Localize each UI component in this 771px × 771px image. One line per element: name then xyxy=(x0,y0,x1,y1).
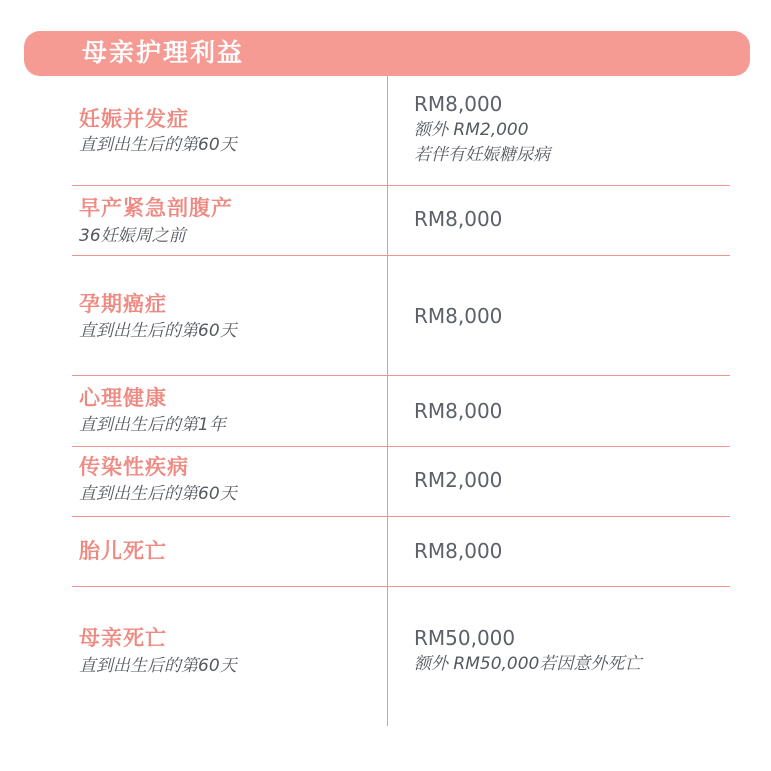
benefit-note: 若伴有妊娠糖尿病 xyxy=(414,145,550,165)
benefit-period: 直到出生后的第1年 xyxy=(79,415,226,435)
benefit-label: 早产紧急剖腹产 xyxy=(79,196,233,220)
benefit-period: 直到出生后的第60天 xyxy=(79,135,237,155)
row-divider xyxy=(72,255,730,256)
benefit-label: 母亲死亡 xyxy=(79,626,167,650)
benefit-period: 直到出生后的第60天 xyxy=(79,321,237,341)
benefit-label: 心理健康 xyxy=(79,386,167,410)
benefit-amount: RM8,000 xyxy=(414,92,503,116)
row-divider xyxy=(72,446,730,447)
row-divider xyxy=(72,375,730,376)
row-divider xyxy=(72,185,730,186)
benefit-label: 妊娠并发症 xyxy=(79,107,189,131)
benefit-amount: RM8,000 xyxy=(414,304,503,328)
benefit-label: 孕期癌症 xyxy=(79,292,167,316)
benefit-period: 36妊娠周之前 xyxy=(79,226,186,246)
benefit-amount: RM2,000 xyxy=(414,468,503,492)
benefit-note: 额外 RM50,000若因意外死亡 xyxy=(414,654,642,674)
header-bar xyxy=(24,31,750,76)
benefit-label: 胎儿死亡 xyxy=(79,539,167,563)
benefit-note: 额外 RM2,000 xyxy=(414,120,529,140)
benefit-period: 直到出生后的第60天 xyxy=(79,656,237,676)
benefit-amount: RM8,000 xyxy=(414,539,503,563)
page-title: 母亲护理利益 xyxy=(82,38,245,67)
benefit-amount: RM8,000 xyxy=(414,207,503,231)
benefit-amount: RM8,000 xyxy=(414,399,503,423)
row-divider xyxy=(72,516,730,517)
benefit-period: 直到出生后的第60天 xyxy=(79,484,237,504)
row-divider xyxy=(72,586,730,587)
benefit-amount: RM50,000 xyxy=(414,626,516,650)
column-divider xyxy=(387,76,388,726)
benefit-label: 传染性疾病 xyxy=(79,455,189,479)
